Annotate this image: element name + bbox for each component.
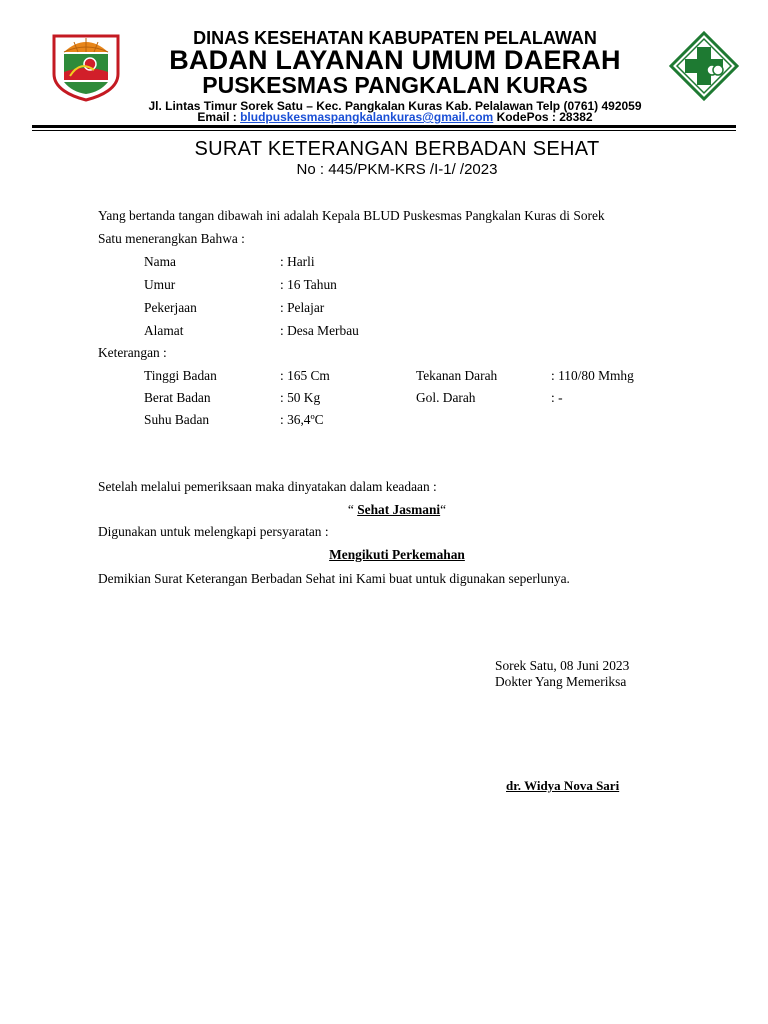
address-line: Jl. Lintas Timur Sorek Satu – Kec. Pangkalan Kuras Kab. Pelalawan Telp (0761) 492059	[148, 99, 642, 113]
exam-value-right: : -	[551, 390, 563, 405]
closing-text: Demikian Surat Keterangan Berbadan Sehat ini Kami buat untuk digunakan seperlunya.	[98, 571, 570, 586]
place-date: Sorek Satu, 08 Juni 2023	[495, 658, 630, 673]
identity-value: : Harli	[280, 254, 315, 269]
identity-label: Pekerjaan	[144, 300, 197, 315]
identity-value: : Pelajar	[280, 300, 325, 315]
after-exam-text: Setelah melalui pemeriksaan maka dinyatakan dalam keadaan :	[98, 479, 437, 494]
health-status	[0, 498, 768, 521]
contact-line	[0, 110, 768, 124]
keterangan-label: Keterangan :	[98, 345, 167, 360]
exam-label-right: Gol. Darah	[416, 390, 476, 405]
identity-table	[0, 250, 768, 342]
exam-table	[0, 364, 768, 434]
exam-label: Berat Badan	[144, 390, 211, 405]
puskesmas-name: PUSKESMAS PANGKALAN KURAS	[202, 72, 588, 98]
purpose-intro: Digunakan untuk melengkapi persyaratan :	[98, 524, 329, 539]
exam-label-right: Tekanan Darah	[416, 368, 498, 383]
exam-value: : 165 Cm	[280, 368, 330, 383]
email-label: Email :	[197, 110, 237, 124]
header-divider-thin	[32, 130, 736, 131]
blud-name: BADAN LAYANAN UMUM DAERAH	[169, 45, 621, 75]
exam-value: : 50 Kg	[280, 390, 321, 405]
exam-label: Tinggi Badan	[144, 368, 217, 383]
status-quote-close: “	[440, 502, 447, 517]
intro-line-2: Satu menerangkan Bahwa :	[98, 231, 245, 246]
email-link[interactable]: bludpuskesmaspangkalankuras@gmail.com	[240, 110, 494, 124]
identity-value: : Desa Merbau	[280, 323, 359, 338]
intro-paragraph	[98, 204, 688, 250]
status-text: Sehat Jasmani	[357, 502, 441, 517]
agency-name: DINAS KESEHATAN KABUPATEN PELALAWAN	[193, 28, 597, 48]
signer-role: Dokter Yang Memeriksa	[495, 674, 627, 689]
exam-label: Suhu Badan	[144, 412, 210, 427]
exam-value: : 36,4ºC	[280, 412, 324, 427]
signature-block	[495, 658, 629, 690]
status-quote-open: “	[347, 502, 358, 517]
header-divider-thick	[32, 125, 736, 128]
doctor-name: dr. Widya Nova Sari	[506, 778, 620, 793]
identity-value: : 16 Tahun	[280, 277, 337, 292]
exam-value-right: : 110/80 Mmhg	[551, 368, 634, 383]
purpose-text: Mengikuti Perkemahan	[329, 547, 465, 562]
identity-label: Umur	[144, 277, 176, 292]
identity-label: Alamat	[144, 323, 184, 338]
document-number: No : 445/PKM-KRS /I-1/ /2023	[296, 161, 498, 178]
intro-line-1: Yang bertanda tangan dibawah ini adalah Kepala BLUD Puskesmas Pangkalan Kuras di Sorek	[98, 208, 605, 223]
postcode: KodePos : 28382	[496, 110, 593, 124]
document-title: SURAT KETERANGAN BERBADAN SEHAT	[194, 138, 600, 160]
identity-label: Nama	[144, 254, 176, 269]
